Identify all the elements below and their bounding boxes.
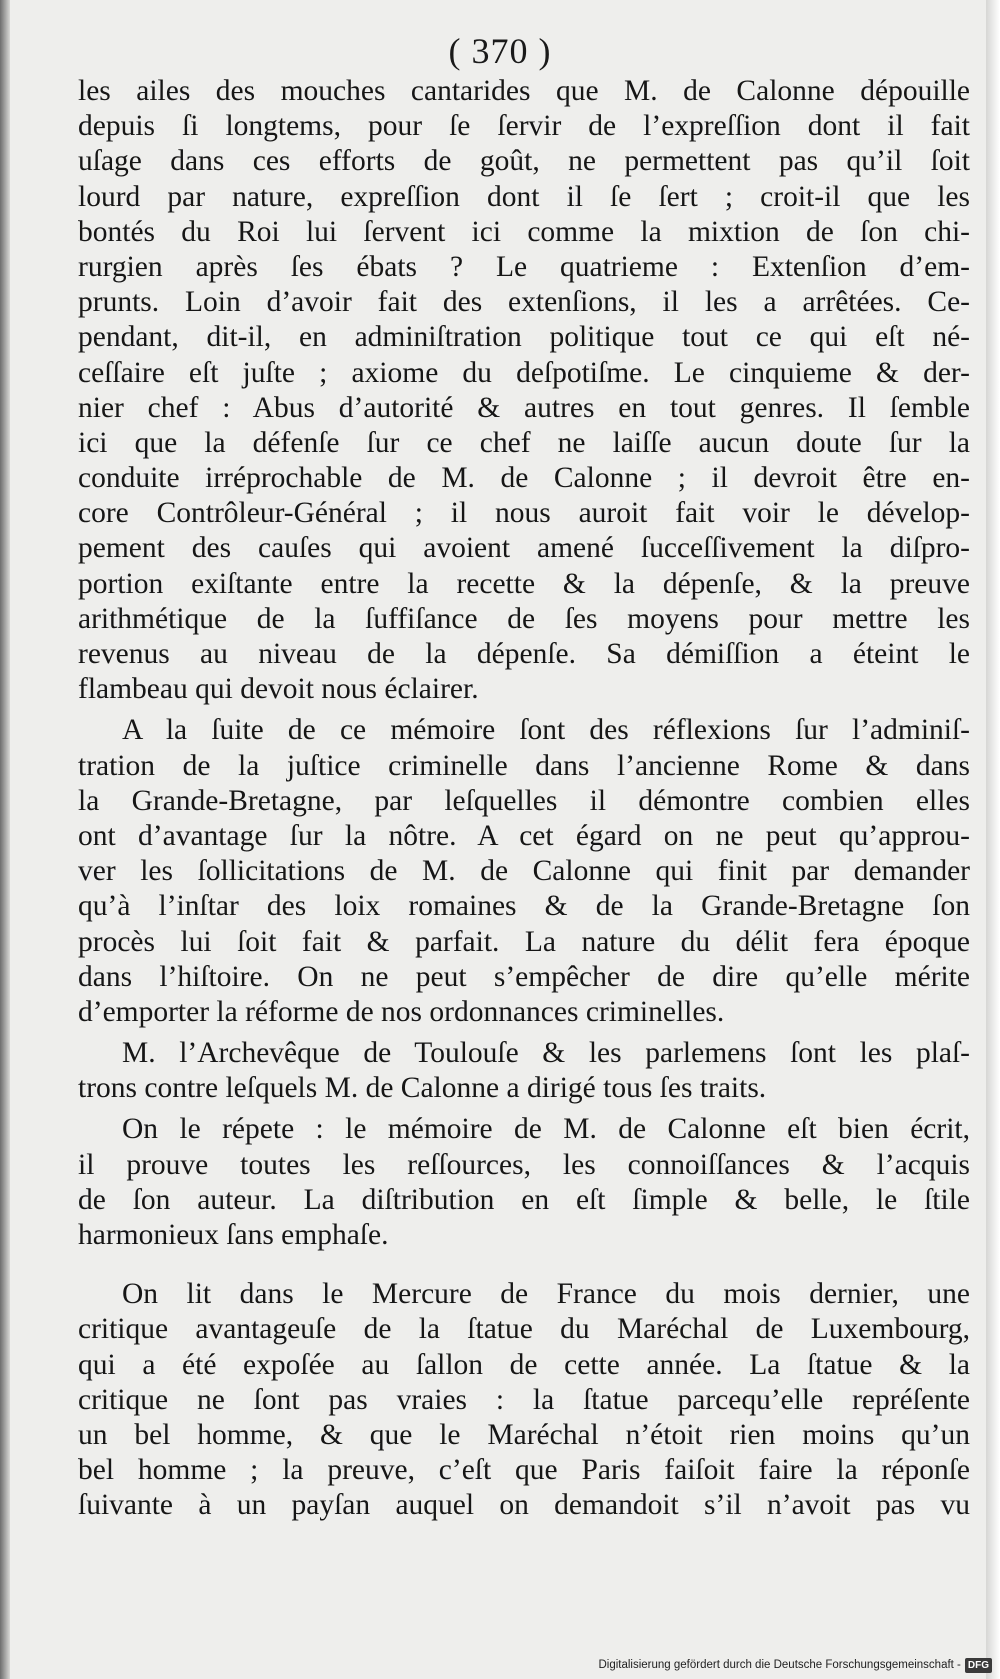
text-line: bel homme ; la preuve, c’eſt que Paris faiſoit faire la réponſe (78, 1454, 970, 1487)
text-line: flambeau qui devoit nous éclairer. (78, 673, 479, 706)
text-line: depuis ſi longtems, pour ſe ſervir de l’expreſſion dont il fait (78, 110, 970, 143)
text-line: dans l’hiſtoire. On ne peut s’empêcher de dire qu’elle mérite (78, 960, 970, 993)
text-line: On lit dans le Mercure de France du mois dernier, une (122, 1278, 970, 1311)
text-line: ont d’avantage ſur la nôtre. A cet égard on ne peut qu’approu- (78, 819, 970, 852)
page-number: ( 370 ) (448, 31, 552, 71)
text-line: lourd par nature, expreſſion dont il ſe ſert ; croit-il que les (78, 180, 970, 213)
body-text (78, 74, 970, 1524)
text-line: pendant, dit-il, en adminiſtration politique tout ce qui eſt né- (78, 321, 970, 354)
text-line: critique ne ſont pas vraies : la ſtatue parcequ’elle repréſente (78, 1383, 970, 1416)
dfg-logo: DFG (965, 1658, 992, 1673)
text-line: qui a été expoſée au ſallon de cette année. La ſtatue & la (78, 1348, 970, 1381)
text-line: core Contrôleur-Général ; il nous auroit fait voir le dévelop- (78, 497, 970, 530)
text-line: harmonieux ſans emphaſe. (78, 1219, 389, 1251)
text-line: la Grande-Bretagne, par leſquelles il démontre combien elles (78, 784, 970, 817)
page-edge (986, 0, 1000, 1679)
page-gutter-shadow (0, 0, 10, 1679)
text-line: On le répete : le mémoire de M. de Calonne eſt bien écrit, (122, 1113, 970, 1146)
text-line: nier chef : Abus d’autorité & autres en tout genres. Il ſemble (78, 391, 970, 424)
text-line: bontés du Roi lui ſervent ici comme la mixtion de ſon chi- (78, 215, 970, 248)
text-line: il prouve toutes les reſſources, les connoiſſances & l’acquis (78, 1148, 970, 1181)
text-line: ceſſaire eſt juſte ; axiome du deſpotiſme. Le cinquieme & der- (78, 356, 970, 389)
text-line: d’emporter la réforme de nos ordonnances criminelles. (78, 995, 725, 1028)
text-line: uſage dans ces efforts de goût, ne permettent pas qu’il ſoit (78, 145, 970, 178)
text-line: ver les ſollicitations de M. de Calonne qui finit par demander (78, 855, 970, 888)
text-line: portion exiſtante entre la recette & la dépenſe, & la preuve (78, 567, 970, 600)
text-line: critique avantageuſe de la ſtatue du Maréchal de Luxembourg, (78, 1313, 970, 1346)
text-line: conduite irréprochable de M. de Calonne ; il devroit être en- (78, 462, 970, 495)
footer-credit: Digitalisierung gefördert durch die Deutsche Forschungsgemeinschaft - (598, 1659, 961, 1671)
text-line: de ſon auteur. La diſtribution en eſt ſimple & belle, le ſtile (78, 1183, 970, 1216)
text-line: pement des cauſes qui avoient amené ſucceſſivement la diſpro- (78, 532, 970, 565)
text-line: trons contre leſquels M. de Calonne a dirigé tous ſes traits. (78, 1072, 767, 1105)
text-line: prunts. Loin d’avoir fait des extenſions, il les a arrêtées. Ce- (78, 286, 970, 319)
digitization-footer (598, 1655, 992, 1675)
text-line: A la ſuite de ce mémoire ſont des réflexions ſur l’adminiſ- (122, 714, 970, 747)
text-line: M. l’Archevêque de Toulouſe & les parlemens ſont les plaſ- (122, 1037, 970, 1070)
text-line: ſuivante à un payſan auquel on demandoit s’il n’avoit pas vu (78, 1489, 970, 1522)
text-line: ici que la défenſe ſur ce chef ne laiſſe aucun doute ſur la (78, 426, 970, 459)
text-line: arithmétique de la ſuffiſance de ſes moyens pour mettre les (78, 602, 970, 635)
text-line: revenus au niveau de la dépenſe. Sa démiſſion a éteint le (78, 638, 970, 670)
text-line: rurgien après ſes ébats ? Le quatrieme : Extenſion d’em- (78, 250, 970, 283)
text-line: tration de la juſtice criminelle dans l’ancienne Rome & dans (78, 749, 970, 782)
text-line: un bel homme, & que le Maréchal n’étoit rien moins qu’un (78, 1418, 970, 1451)
text-line: les ailes des mouches cantarides que M. de Calonne dépouille (78, 75, 970, 107)
text-line: procès lui ſoit fait & parfait. La nature du délit fera époque (78, 925, 970, 958)
text-line: qu’à l’inſtar des loix romaines & de la Grande-Bretagne ſon (78, 890, 970, 923)
